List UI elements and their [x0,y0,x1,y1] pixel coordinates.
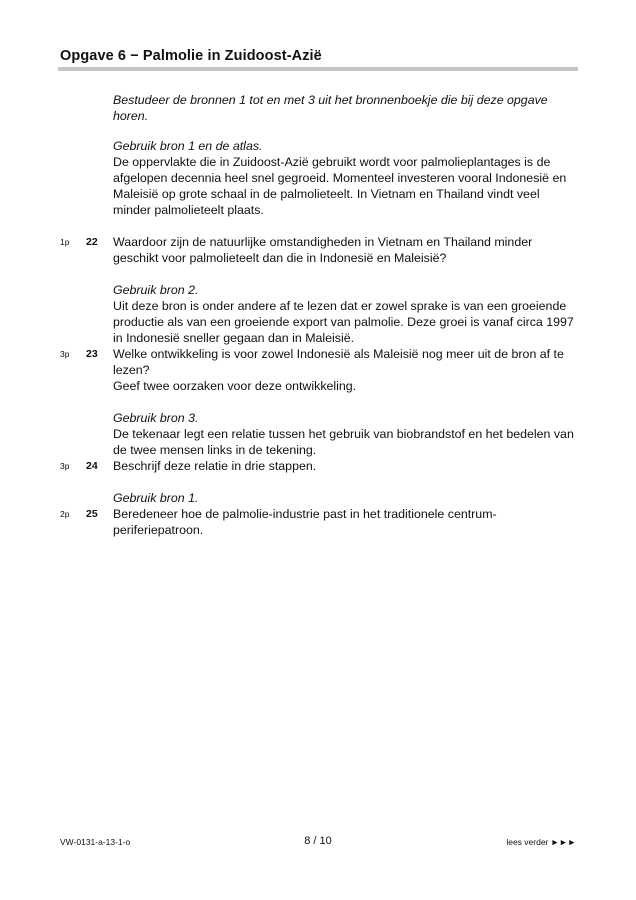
question-number-23: 23 [86,348,98,360]
question-number-24: 24 [86,460,98,472]
context-q23: Uit deze bron is onder andere af te lezen dat er zowel sprake is van een groeiende productie als van een groeiende export van palmolie. Deze groei is vanaf circa 1997 in Indonesië sneller gegaan dan in Maleisië. [113,299,574,345]
title-underline [58,67,578,71]
context-q24: De tekenaar legt een relatie tussen het gebruik van biobrandstof en het bedelen van de twee mensen links in de tekening. [113,427,574,457]
question-number-25: 25 [86,508,98,520]
question-22: Waardoor zijn de natuurlijke omstandigheden in Vietnam en Thailand minder geschikt voor palmolieteelt dan die in Indonesië en Maleisië? [113,235,533,265]
page-title: Opgave 6 − Palmolie in Zuidoost-Azië [60,48,322,64]
intro-text: Bestudeer de bronnen 1 tot en met 3 uit het bronnenboekje die bij deze opgave horen. [113,93,548,123]
continue-label: lees verder ►►► [506,837,576,847]
question-24: Beschrijf deze relatie in drie stappen. [113,459,317,473]
instruction-q24: Gebruik bron 3. [113,411,199,425]
exam-code: VW-0131-a-13-1-o [60,837,131,847]
instruction-q23: Gebruik bron 2. [113,283,199,297]
question-23-part2: Geef twee oorzaken voor deze ontwikkeling. [113,379,357,393]
points-q23: 3p [60,349,70,359]
page-number: 8 / 10 [304,835,332,847]
question-23: Welke ontwikkeling is voor zowel Indonesië als Maleisië nog meer uit de bron af te lezen? [113,347,564,377]
context-q22: De oppervlakte die in Zuidoost-Azië gebruikt wordt voor palmolieplantages is de afgelopen decennia heel snel gegroeid. Momenteel investeren vooral Indonesië en Maleisië op grote schaal in de palmolieteelt. In Vietnam en Thailand vindt veel minder palmolieteelt plaats. [113,155,567,217]
points-q24: 3p [60,461,70,471]
points-q25: 2p [60,509,70,519]
question-25: Beredeneer hoe de palmolie-industrie past in het traditionele centrum-periferiepatroon. [113,507,497,537]
points-q22: 1p [60,237,70,247]
instruction-q25: Gebruik bron 1. [113,491,199,505]
instruction-q22: Gebruik bron 1 en de atlas. [113,139,263,153]
question-number-22: 22 [86,236,98,248]
